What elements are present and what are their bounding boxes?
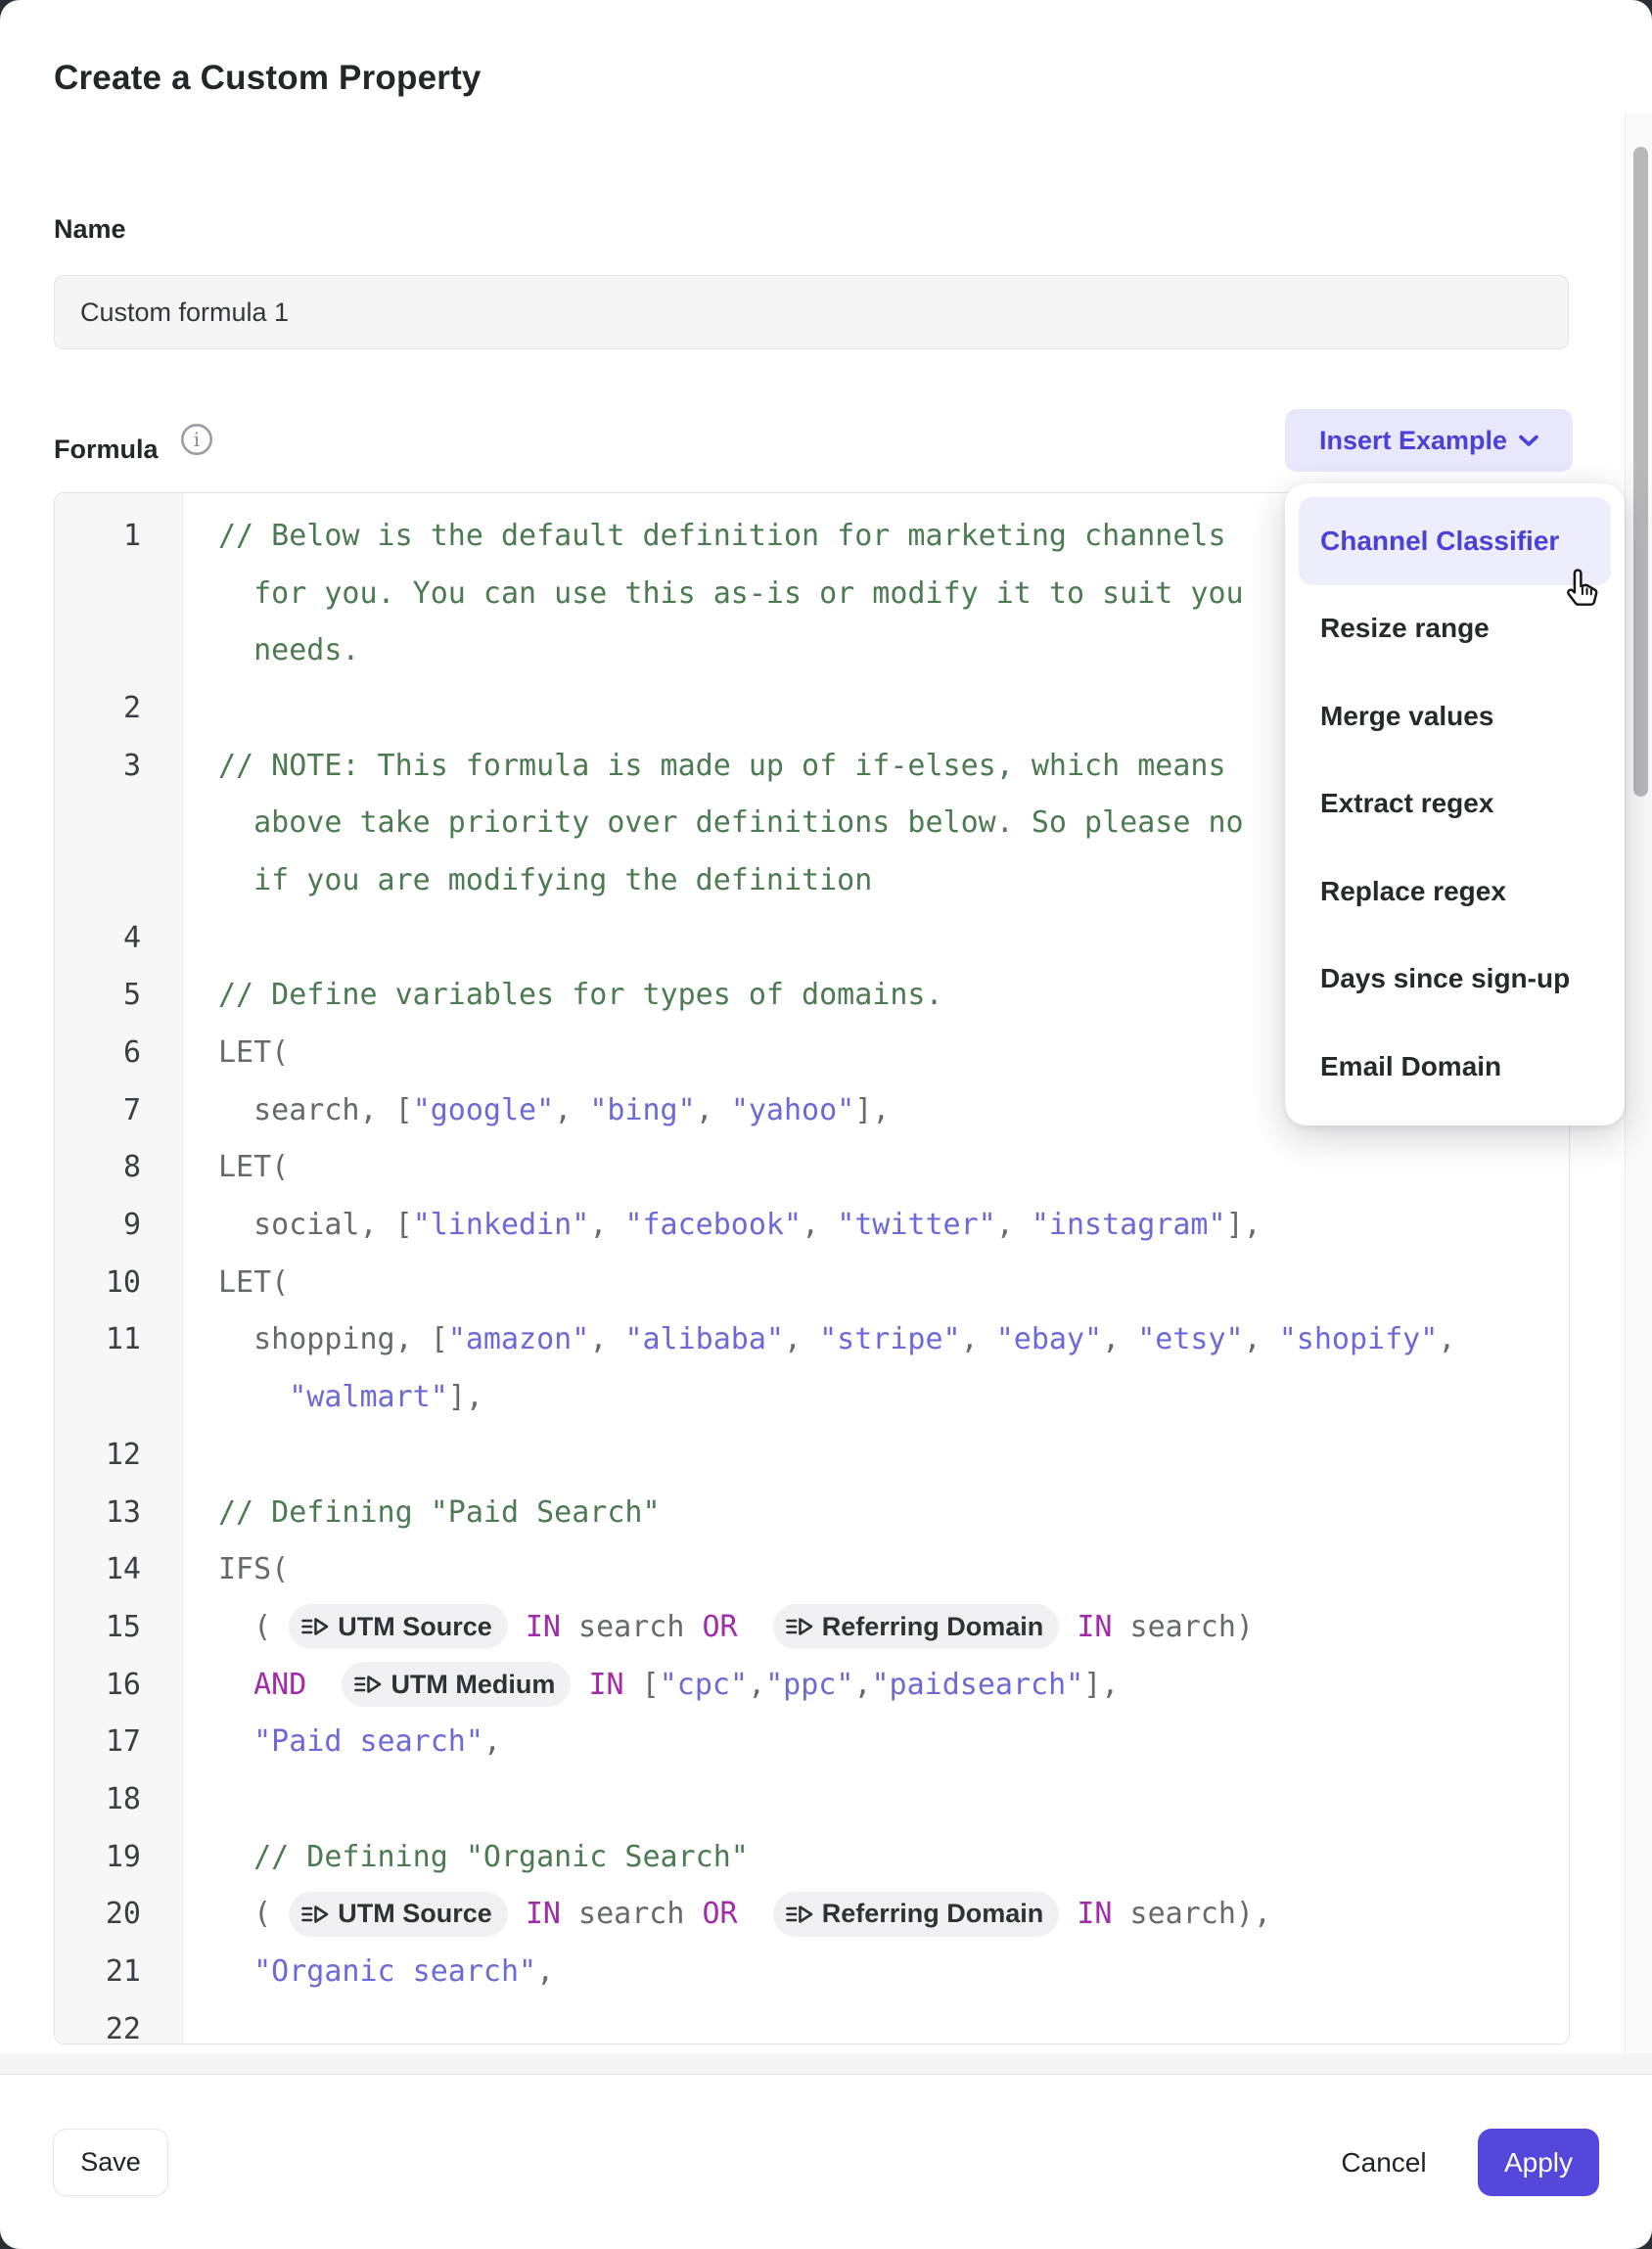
code-line-content: // Below is the default definition for marketing channels: [218, 518, 1226, 553]
line-number: 22: [105, 2011, 141, 2044]
line-number: 9: [122, 1208, 141, 1243]
line-number: 3: [122, 748, 141, 783]
line-number: 6: [122, 1035, 141, 1071]
menu-item-email-domain[interactable]: Email Domain: [1320, 1050, 1502, 1081]
property-chip[interactable]: Referring Domain: [773, 1604, 1060, 1649]
line-number: 4: [122, 920, 141, 955]
code-line: [55, 1713, 1569, 1770]
code-line-content: search, [ "google" , "bing" , "yahoo" ],: [218, 1092, 891, 1127]
code-line-content: "walmart" ],: [289, 1380, 483, 1415]
code-line: [55, 1770, 1569, 1828]
code-line-content: // Defining "Paid Search": [218, 1494, 661, 1530]
code-line-content: needs.: [218, 633, 360, 668]
line-number: 8: [122, 1150, 141, 1185]
code-line: [55, 1886, 1569, 1944]
code-line-content: ( UTM Source IN search OR Referring Domain IN search),: [182, 1892, 1271, 1937]
code-line: [55, 2000, 1569, 2044]
line-number: 13: [105, 1494, 141, 1530]
menu-item-days-since-sign-up[interactable]: Days since sign-up: [1320, 963, 1571, 994]
line-number: 11: [105, 1322, 141, 1357]
code-line-content: // Defining "Organic Search": [218, 1839, 749, 1874]
code-line: [55, 1311, 1569, 1369]
line-number: 12: [105, 1437, 141, 1472]
property-chip[interactable]: Referring Domain: [773, 1892, 1060, 1937]
line-number: 5: [122, 978, 141, 1013]
code-line-content: AND UTM Medium IN [ "cpc" , "ppc" , "paidsearch" ],: [182, 1662, 1119, 1707]
formula-label: Formula: [54, 435, 159, 464]
line-number: 10: [105, 1264, 141, 1300]
code-line: [55, 1426, 1569, 1484]
code-line-content: // NOTE: This formula is made up of if-elses, which means: [218, 748, 1226, 783]
property-chip[interactable]: UTM Source: [289, 1604, 508, 1649]
dialog-scrollbar[interactable]: [1625, 114, 1652, 2053]
code-line: [55, 1943, 1569, 2000]
property-chip-icon: [301, 1615, 329, 1638]
code-line: [55, 1139, 1569, 1197]
code-line: [55, 1484, 1569, 1541]
code-line-content: IFS(: [218, 1552, 290, 1587]
code-line-content: ( UTM Source IN search OR Referring Domain IN search): [182, 1604, 1254, 1649]
apply-button[interactable]: Apply: [1478, 2129, 1599, 2196]
line-number: 7: [122, 1092, 141, 1127]
property-chip-icon: [786, 1615, 813, 1638]
code-line-content: shopping, [ "amazon" , "alibaba" , "stripe" , "ebay" , "etsy" , "shopify" ,: [218, 1322, 1456, 1357]
name-label: Name: [54, 214, 126, 244]
code-line-content: for you. You can use this as-is or modify it to suit you: [218, 575, 1244, 611]
property-chip-icon: [301, 1903, 329, 1926]
code-line-content: "Organic search" ,: [253, 1954, 555, 1990]
code-line-content: if you are modifying the definition: [218, 862, 873, 897]
menu-item-channel-classifier[interactable]: Channel Classifier: [1299, 497, 1611, 585]
line-number: 20: [105, 1897, 141, 1932]
code-line-content: // Define variables for types of domains.: [218, 978, 943, 1013]
menu-item-merge-values[interactable]: Merge values: [1320, 700, 1494, 731]
insert-example-label: Insert Example: [1318, 425, 1508, 455]
line-number: 19: [105, 1839, 141, 1874]
line-number: 18: [105, 1781, 141, 1816]
property-chip[interactable]: UTM Medium: [342, 1662, 571, 1707]
property-chip-icon: [354, 1673, 382, 1696]
code-line: [55, 1656, 1569, 1714]
scrollbar-thumb[interactable]: [1633, 147, 1648, 797]
dialog-title: Create a Custom Property: [54, 59, 482, 97]
property-chip[interactable]: UTM Source: [289, 1892, 508, 1937]
line-number: 21: [105, 1954, 141, 1990]
menu-item-resize-range[interactable]: Resize range: [1320, 613, 1490, 644]
cancel-button[interactable]: Cancel: [1325, 2129, 1443, 2196]
insert-example-menu: [1285, 483, 1625, 1125]
name-input[interactable]: [54, 275, 1569, 349]
code-line-content: LET(: [218, 1150, 290, 1185]
name-input-value: Custom formula 1: [80, 297, 290, 327]
menu-item-replace-regex[interactable]: Replace regex: [1320, 875, 1506, 906]
code-line: [55, 1828, 1569, 1886]
code-line-content: "Paid search" ,: [253, 1724, 501, 1760]
line-number: 14: [105, 1552, 141, 1587]
line-number: 17: [105, 1724, 141, 1760]
info-icon[interactable]: [180, 423, 213, 461]
code-line-content: social, [ "linkedin" , "facebook" , "twitter" , "instagram" ],: [218, 1208, 1262, 1243]
code-line-content: LET(: [218, 1035, 290, 1071]
line-number: 2: [122, 690, 141, 725]
save-button[interactable]: Save: [53, 2129, 168, 2196]
property-chip-icon: [786, 1903, 813, 1926]
code-line-content: LET(: [218, 1264, 290, 1300]
code-line-content: above take priority over definitions below. So please no: [218, 805, 1244, 841]
menu-item-extract-regex[interactable]: Extract regex: [1320, 788, 1494, 819]
line-number: 16: [105, 1667, 141, 1702]
code-line: [55, 1540, 1569, 1598]
line-number: 1: [122, 518, 141, 553]
code-line: [55, 1254, 1569, 1311]
line-number: 15: [105, 1609, 141, 1644]
code-line: [55, 1196, 1569, 1254]
chevron-down-icon: [1519, 435, 1538, 447]
code-line: [55, 1598, 1569, 1656]
svg-text:i: i: [193, 428, 201, 451]
code-line: [55, 1368, 1569, 1426]
insert-example-button[interactable]: [1285, 409, 1573, 472]
footer-divider-band: [0, 2053, 1652, 2075]
